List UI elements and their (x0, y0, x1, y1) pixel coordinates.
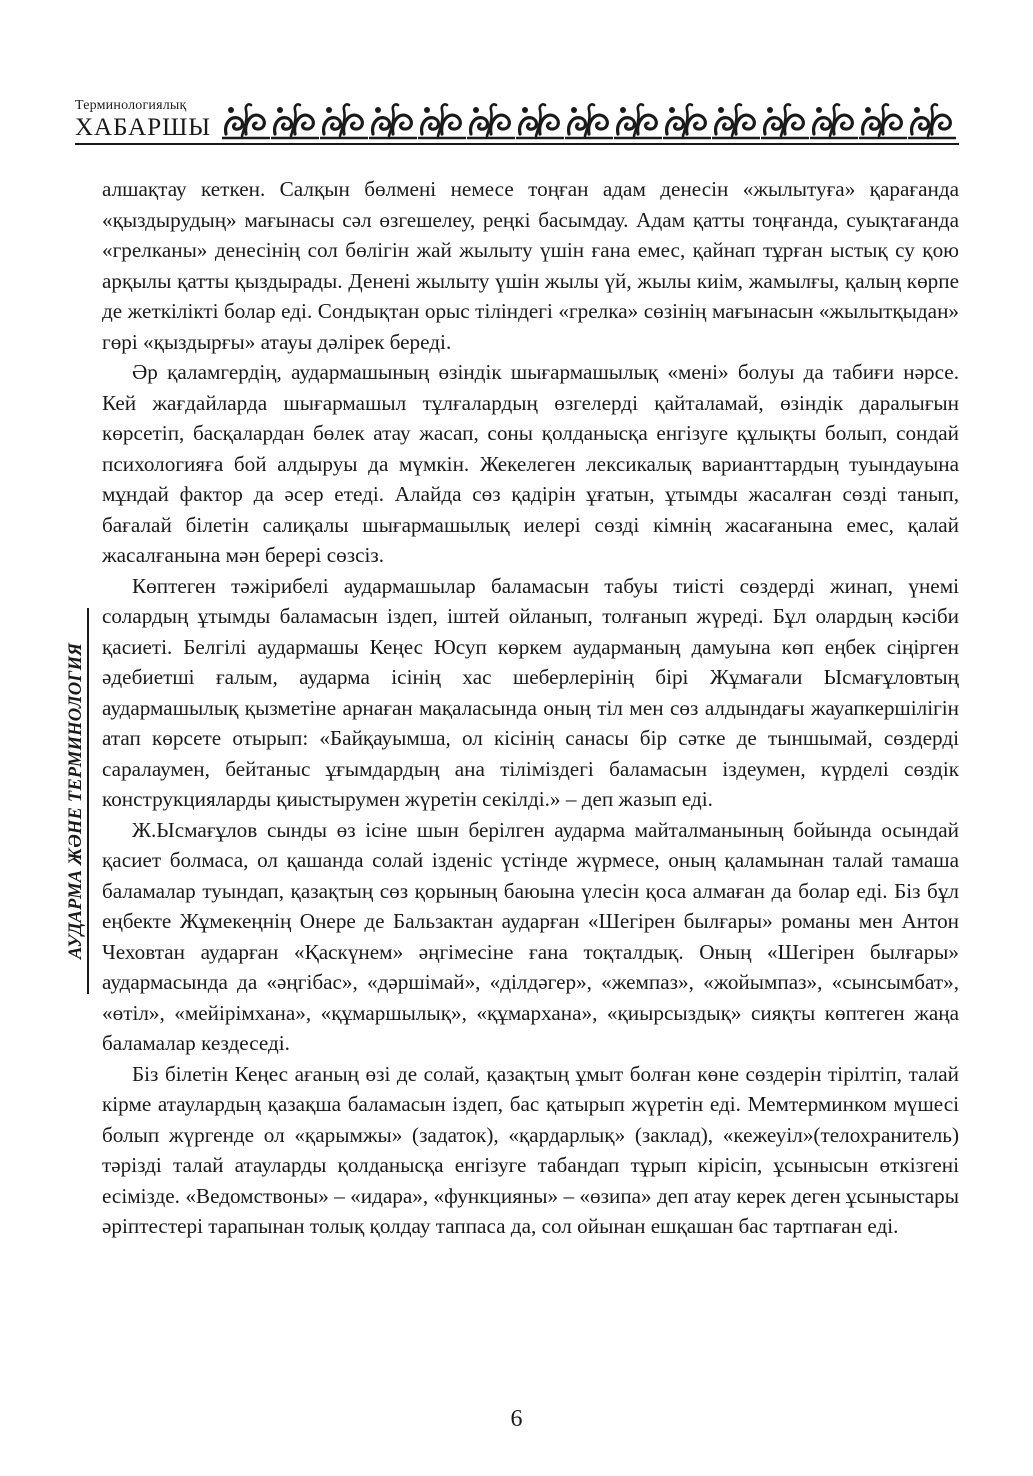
paragraph: Әр қаламгердің, аудармашының өзіндік шығармашылық «мені» болуы да табиғи нәрсе. Кей жағдайларда шығармашыл тұлғалардың өзгелерді қайталамай, өзіндік даралығын көрсетіп, басқалардан бөлек атау жасап, соны қолданысқа енгізуге құлықты болып, сондай психологияға бой алдыруы да мүмкін. Жекелеген лексикалық варианттардың туындауына мұндай фактор да әсер етеді. Алайда сөз қадірін ұғатын, ұтымды жасалған сөзді танып, бағалай білетін салиқалы шығармашылық иелері сөзді кімнің жасағанына емес, қалай жасалғанына мән берері сөзсіз. (102, 360, 959, 567)
paragraph: алшақтау кеткен. Салқын бөлмені немесе тоңған адам денесін «жылытуға» қарағанда «қыздырудың» мағынасы сәл өзгешелеу, реңкі басымдау. Адам қатты тоңғанда, суықтағанда «грелканы» денесінің сол бөлігін жай жылыту үшін ғана емес, қайнап тұрған ыстық су қою арқылы қатты қыздырады. Денені жылыту үшін жылы үй, жылы киім, жамылғы, қалың көрпе де жеткілікті болар еді. Сондықтан орыс тіліндегі «грелка» сөзінің мағынасын «жылытқыдан» гөрі «қыздырғы» атауы дәлірек береді. (102, 177, 959, 354)
journal-name-small: Терминологиялық (75, 98, 187, 113)
paragraph: Көптеген тәжірибелі аудармашылар баламасын табуы тиісті сөздерді жинап, үнемі солардың ұтымды баламасын іздеп, іштей ойланып, толғанып жүреді. Бұл олардың кәсіби қасиеті. Белгілі аудармашы Кеңес Юсуп көркем аударманың дамуына көп еңбек сіңірген әдебиетші ғалым, аударма ісінің хас шеберлерінің бірі Жұмағали Ысмағұловтың аудармашылық қызметіне арнаған мақаласында оның тіл мен сөз алдындағы жауапкершілігін атап көрсете отырып: «Байқауымша, ол кісінің санасы бір сәтке де тыншымай, сөздерді саралаумен, бейтаныс ұғымдардың ана тіліміздегі баламасын іздеумен, күрделі сөздік конструкцияларды қиыстырумен жүретін секілді.» – деп жазып еді. (102, 573, 959, 811)
header-divider (75, 143, 959, 145)
journal-name-big: ХАБАРШЫ (75, 114, 212, 141)
journal-brand (75, 98, 225, 141)
kazakh-ornament-icon (220, 98, 959, 142)
article-body (102, 174, 959, 1242)
section-side-label (66, 608, 94, 994)
page-number: 6 (510, 1406, 523, 1432)
section-title-vertical: АУДАРМА ЖӘНЕ ТЕРМИНОЛОГИЯ (66, 642, 86, 960)
side-divider (87, 608, 89, 994)
paragraph: Ж.Ысмағұлов сынды өз ісіне шын берілген аударма майталманының бойында осындай қасиет болмаса, ол қашанда солай ізденіс үстінде жүрмесе, оның қаламынан талай тамаша баламалар туындап, қазақтың сөз қорының баюына үлесін қоса алмаған да болар еді. Біз бұл еңбекте Жұмекеңнің Онере де Бальзактан аударған «Шегірен былғары» романы мен Антон Чеховтан аударған «Қаскүнем» әңгімесіне ғана тоқталдық. Оның «Шегірен былғары» аудармасында да «әңгібас», «дәршімай», «ділдәгер», «жемпаз», «жойымпаз», «сынсымбат», «өтіл», «мейірімхана», «құмаршылық», «құмархана», «қиырсыздық» сияқты көптеген жаңа баламалар кездеседі. (102, 817, 959, 1055)
paragraph: Біз білетін Кеңес ағаның өзі де солай, қазақтың ұмыт болған көне сөздерін тірілтіп, талай кірме атаулардың қазақша баламасын іздеп, бас қатырып жүретін еді. Мемтерминком мүшесі болып жүргенде ол «қарымжы» (задаток), «қардарлық» (заклад), «кежеуіл»(телохранитель) тәрізді талай атауларды қолданысқа енгізуге табандап тұрып кірісіп, ұсынысын өткізгені есімізде. «Ведомствоны» – «идара», «функцияны» – «өзипа» деп атау керек деген ұсыныстары әріптестері тарапынан толық қолдау таппаса да, сол ойынан ешқашан бас тартпаған еді. (102, 1061, 959, 1238)
journal-header (75, 98, 959, 144)
